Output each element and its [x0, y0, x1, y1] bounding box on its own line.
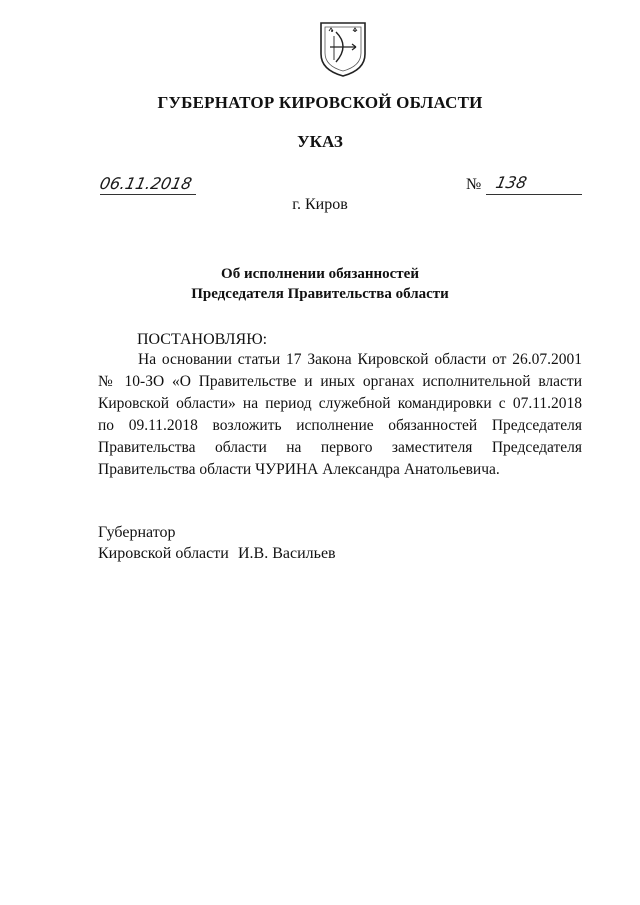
signatory-position-line-1: Губернатор — [98, 524, 176, 541]
document-subject — [0, 264, 640, 304]
subject-line-1: Об исполнении обязанностей — [221, 266, 419, 282]
body-line: Правительства области ЧУРИНА Александра Анатольевича. — [98, 461, 500, 478]
document-type: УКАЗ — [297, 132, 343, 151]
kirov-coat-of-arms-icon — [318, 20, 368, 78]
signatory-name: И.В. Васильев — [238, 545, 336, 562]
city: г. Киров — [292, 196, 348, 213]
document-date: 06.11.2018 — [97, 174, 194, 193]
number-underline — [486, 194, 582, 195]
body-line: Кировской области» на период служебной командировки с 07.11.2018 — [98, 395, 582, 412]
signatory-position-line-2: Кировской области — [98, 545, 229, 562]
body-paragraph — [98, 349, 582, 481]
authority-title: ГУБЕРНАТОР КИРОВСКОЙ ОБЛАСТИ — [157, 93, 483, 112]
body-line: Правительства области на первого заместителя Председателя — [98, 439, 582, 456]
date-underline — [100, 194, 196, 195]
decree-word: ПОСТАНОВЛЯЮ: — [137, 331, 268, 348]
number-label: № — [466, 176, 482, 193]
body-line: На основании статьи 17 Закона Кировской области от 26.07.2001 — [138, 351, 582, 368]
document-number: 138 — [493, 173, 529, 192]
body-line: № 10-ЗО «О Правительстве и иных органах исполнительной власти — [98, 373, 582, 390]
subject-line-2: Председателя Правительства области — [191, 286, 449, 302]
body-line: по 09.11.2018 возложить исполнение обязанностей Председателя — [98, 417, 582, 434]
